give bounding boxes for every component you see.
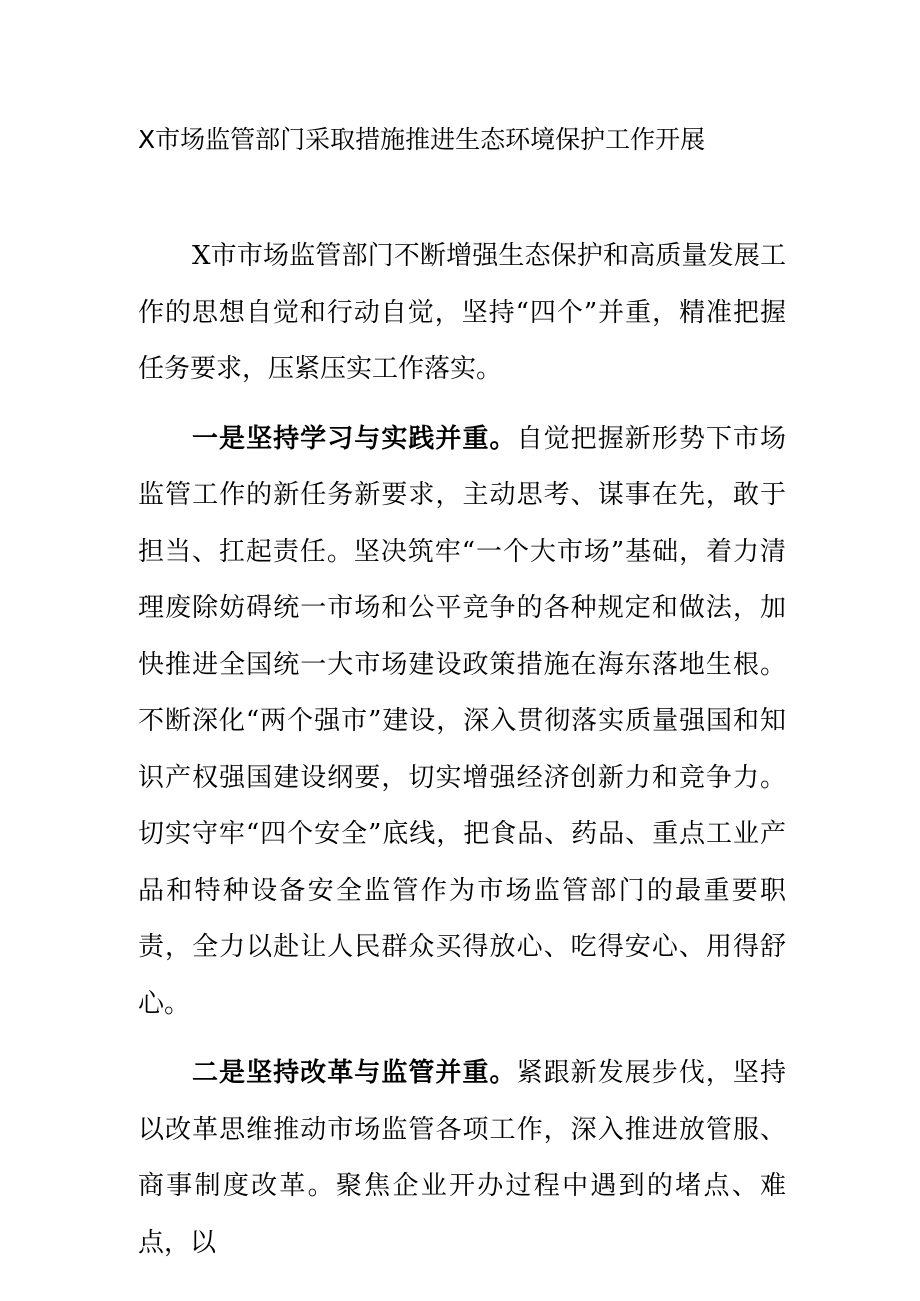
paragraph-point-one xyxy=(138,411,786,1033)
paragraph-text: X市市场监管部门不断增强生态保护和高质量发展工作的思想自觉和行动自觉，坚持“四个”并重，精准把握任务要求，压紧压实工作落实。 xyxy=(138,241,786,384)
paragraph-text: 紧跟新发展步伐，坚持以改革思维推动市场监管各项工作，深入推进放管服、商事制度改革。聚焦企业开办过程中遇到的堵点、难点，以 xyxy=(138,1058,786,1258)
document-title: X市场监管部门采取措施推进生态环境保护工作开展 xyxy=(138,125,706,154)
document-body xyxy=(138,228,786,1284)
paragraph-intro xyxy=(138,228,786,398)
paragraph-lead-heading: 二是坚持改革与监管并重。 xyxy=(192,1058,517,1088)
paragraph-point-two xyxy=(138,1045,786,1271)
paragraph-lead-heading: 一是坚持学习与实践并重。 xyxy=(192,423,517,454)
paragraph-text: 自觉把握新形势下市场监管工作的新任务新要求，主动思考、谋事在先，敢于担当、扛起责任。坚决筑牢“一个大市场”基础，着力清理废除妨碍统一市场和公平竞争的各种规定和做法，加快推进全国统一大市场建设政策措施在海东落地生根。不断深化“两个强市”建设，深入贯彻落实质量强国和知识产权强国建设纲要，切实增强经济创新力和竞争力。切实守牢“四个安全”底线，把食品、药品、重点工业产品和特种设备安全监管作为市场监管部门的最重要职责，全力以赴让人民群众买得放心、吃得安心、用得舒心。 xyxy=(138,423,786,1019)
